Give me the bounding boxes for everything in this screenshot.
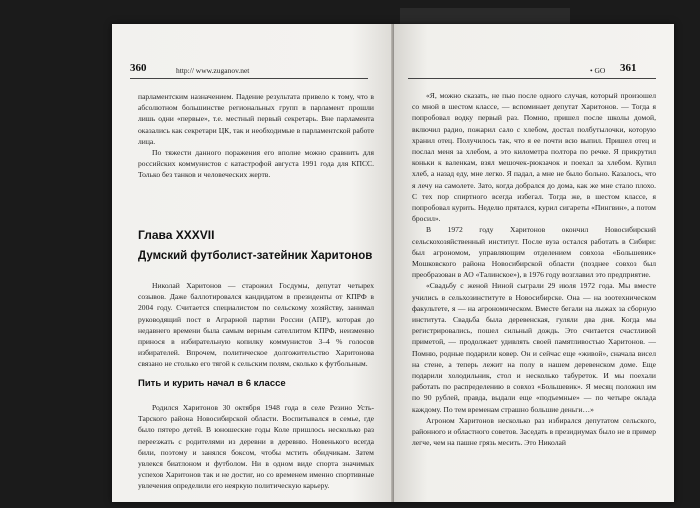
right-paragraph-4: Агроном Харитонов несколько раз избирался депутатом сельского, районного и областного советов. Заседать в президиумах было не в пример легче, чем на пашне грязь месить. Это Николай [412, 415, 656, 448]
right-page-number: 361 [620, 62, 637, 74]
left-text-block-2 [138, 280, 374, 370]
left-page-number: 360 [130, 62, 147, 74]
open-book [112, 24, 674, 502]
left-text-block [138, 91, 374, 181]
left-running-header-url: http:// www.zuganov.net [176, 66, 250, 75]
left-paragraph-4: Родился Харитонов 30 октября 1948 года в селе Резино Усть-Тарского района Новосибирской области. Воспитывался в семье, где было пятеро детей. В юношеские годы Коле пришлось несколько раз переезжать с родителями из деревни в деревню. Новенького всегда били, поэтому и занялся боксом, чтобы мстить обидчикам. Затем увлекся биатлоном и футболом. Ни в одном виде спорта значимых успехов Харитонов так и не достиг, но со временем именно спортивные увлечения определили его неяркую политическую карьеру. [138, 403, 374, 491]
chapter-title: Думский футболист-затейник Харитонов [138, 250, 373, 262]
right-paragraph-1: «Я, можно сказать, не пью после одного случая, который произошел со мной в шестом классе, — вспоминает депутат Харитонов. — Тогда я попробовал водку первый раз. Помню, пришел после школы домой, включил радио, пожарил сало с хлебом, достал полбутылочки, которую хранил отец. Получилось так, что я ее почти всю выпил. Пришел отец и послал меня за хлебом, а это километра полтора по речке. Я прикрутил коньки к валенкам, взял мешочек-рюкзачок и поехал за хлебом. Купил хлеб, а назад еду, мне легко. Я падал, а мне не было больно. Казалось, что я лечу на самолете. Зато, когда добрался до дома, как же мне стало плохо. С тех пор спиртного всегда избегал. Тогда же, в шестом классе, я попробовал курить. Неделю прятался, курил сигареты «Пингвин», а потом бросил». [412, 91, 656, 224]
left-header-rule [130, 78, 368, 79]
left-paragraph-3: Николай Харитонов — старожил Госдумы, депутат четырех созывов. Даже баллотировался кандидатом в президенты от КПРФ в 2004 году. Считается специалистом по сельскому хозяйству, занимал руководящий пост в Аграрной партии России (АПР), которая до недавнего времени была самым верным сателлитом КПРФ, неизменно принося в избирательную копилку коммунистов 3–4 % голосов избирателей. Впрочем, политическое долгожительство Харитонова связано не столько его тягой к сельским полям, сколько к футбольным. [138, 281, 374, 369]
right-running-marker: • GO [590, 66, 606, 75]
section-subtitle: Пить и курить начал в 6 классе [138, 378, 286, 389]
right-paragraph-2: В 1972 году Харитонов окончил Новосибирский сельскохозяйственный институт. После вуза остался работать в Сибири: был агрономом, управляющим отделением совхоза «Большевик» Мошковского района Новосибирской области (позднее совхоз был преобразован в АО «Талинское»), в 1976 году возглавил это предприятие. [412, 225, 656, 280]
left-paragraph-2: По тяжести данного поражения его вполне можно сравнить для российских коммунистов с катастрофой августа 1991 года для КПСС. Только без танков и человеческих жертв. [138, 148, 374, 180]
left-page [112, 24, 394, 502]
right-header-rule [408, 78, 656, 79]
left-text-block-3 [138, 402, 374, 492]
left-paragraph-1: парламентским назначением. Падение результата привело к тому, что в абсолютном большинстве региональных групп в парламент прошли лишь одни «первые», т.е. местный первый секретарь. Вне парламента оказались как секретари ЦК, так и необходимые в парламентской работе лица. [138, 92, 374, 146]
right-text-block [412, 90, 656, 449]
chapter-heading: Глава XXXVII [138, 228, 215, 242]
right-page [394, 24, 674, 502]
right-paragraph-3: «Свадьбу с женой Ниной сыграли 29 июля 1972 года. Мы вместе учились в сельхозинституте в Новосибирске. Она — на зоотехническом факультете, я — на агрономическом. Вместе бегали на лыжах за сборную института. Свадьба была деревенская, гуляли два дня. Когда мы регистрировались, пошел сильный дождь. Это считается счастливой приметой, — продолжает удивлять своей памятливостью Харитонов. — Помню, родные подарили ковер. Он и сейчас еще «живой», сначала висел на стене, а теперь лежит на полу в нашем деревенском доме. Еще подарили холодильник, стол и несколько табуреток. И мы поехали работать по распределению в совхоз «Большевик». Я месяц положил им по 90 рублей, правда, выдали еще «подъемные» — по четыре оклада каждому. По тем временам страшно большие деньги…» [412, 281, 656, 414]
